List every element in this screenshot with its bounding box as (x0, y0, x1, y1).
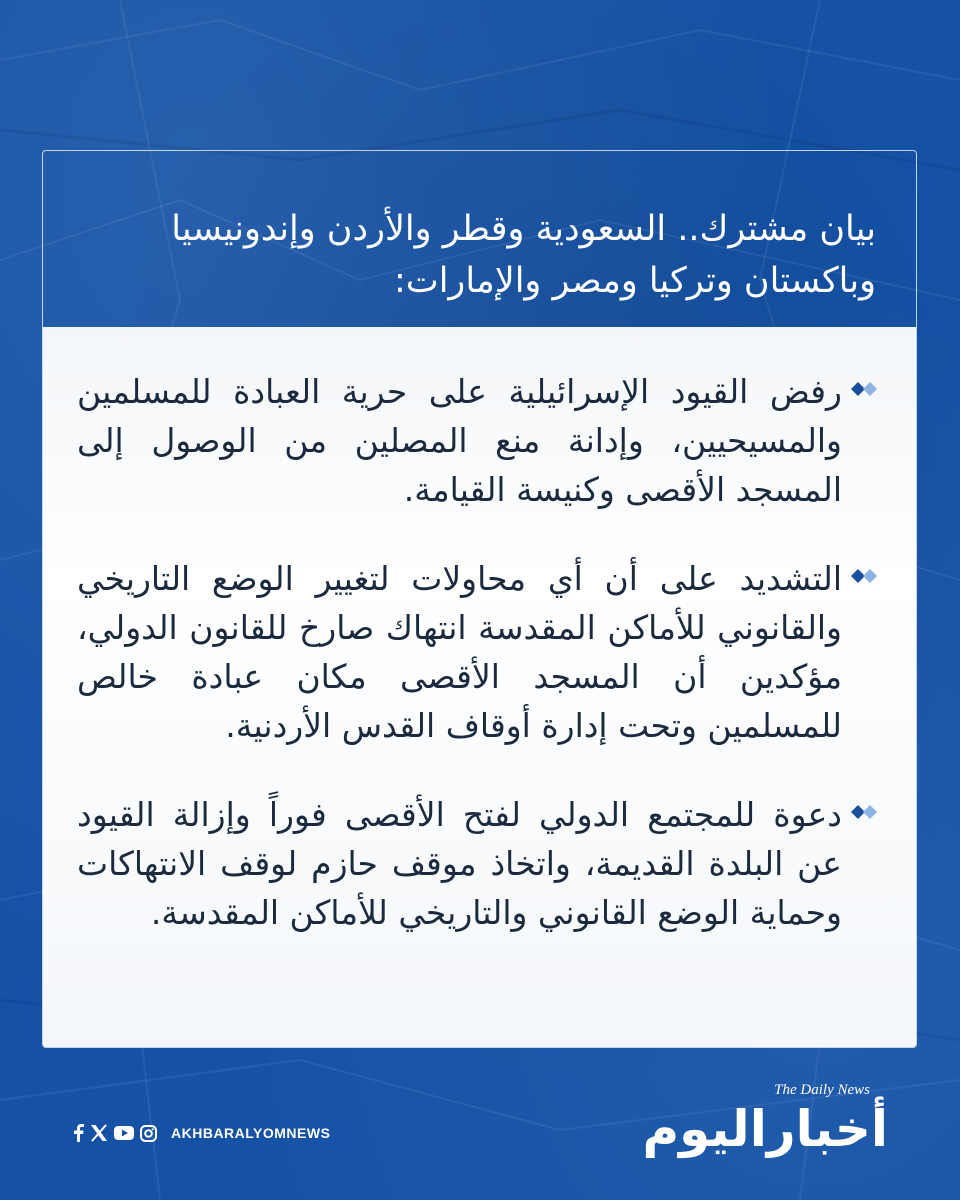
logo-arabic-text: أخباراليوم (642, 1100, 888, 1158)
statement-point-2 (77, 554, 882, 750)
diamond-bullet-icon (842, 367, 882, 401)
youtube-icon[interactable] (114, 1126, 134, 1140)
statement-point-3 (77, 790, 882, 937)
logo-english-text: The Daily News (774, 1082, 870, 1098)
statement-card (42, 150, 917, 1048)
akhbar-alyom-logo (642, 1078, 888, 1168)
social-footer (72, 1124, 330, 1142)
point-text: دعوة للمجتمع الدولي لفتح الأقصى فوراً وإزالة القيود عن البلدة القديمة، واتخاذ موقف حازم لوقف الانتهاكات وحماية الوضع القانوني والتاريخي للأماكن المقدسة. (77, 795, 842, 932)
diamond-bullet-icon (842, 554, 882, 588)
x-icon[interactable] (90, 1124, 108, 1142)
social-handle: AKHBARALYOMNEWS (171, 1125, 331, 1141)
card-header (43, 151, 916, 327)
point-text: التشديد على أن أي محاولات لتغيير الوضع التاريخي والقانوني للأماكن المقدسة انتهاك صارخ للقانون الدولي، مؤكدين أن المسجد الأقصى مكان عبادة خالص للمسلمين وتحت إدارة أوقاف القدس الأردنية. (77, 559, 842, 745)
point-text: رفض القيود الإسرائيلية على حرية العبادة للمسلمين والمسيحيين، وإدانة منع المصلين من الوصول إلى المسجد الأقصى وكنيسة القيامة. (77, 372, 842, 509)
diamond-bullet-icon (842, 790, 882, 824)
facebook-icon[interactable] (72, 1124, 84, 1142)
statement-title: بيان مشترك.. السعودية وقطر والأردن وإندونيسيا وباكستان وتركيا ومصر والإمارات: (171, 209, 876, 301)
instagram-icon[interactable] (140, 1125, 157, 1142)
statement-point-1 (77, 367, 882, 514)
card-body (43, 327, 916, 1047)
